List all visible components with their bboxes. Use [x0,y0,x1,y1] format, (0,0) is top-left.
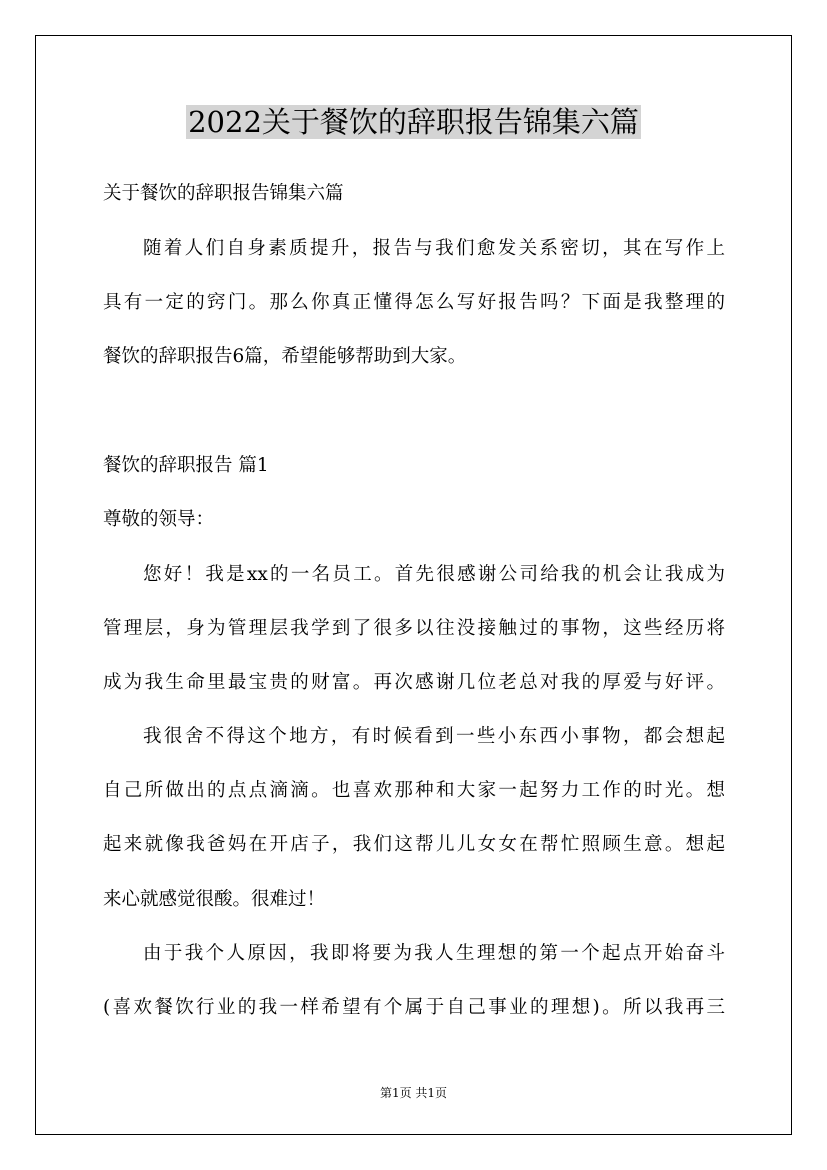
paragraph-line: 自己所做出的点点滴滴。也喜欢那种和大家一起努力工作的时光。想 [103,780,725,801]
intro-line: 具有一定的窍门。那么你真正懂得怎么写好报告吗？下面是我整理的 [103,292,725,313]
intro-line: 随着人们自身素质提升，报告与我们愈发关系密切，其在写作上 [143,238,725,259]
paragraph-line: 您好！我是xx的一名员工。首先很感谢公司给我的机会让我成为 [143,564,725,585]
page-footer: 第1页 共1页 [379,1086,448,1100]
paragraph-line: 来心就感觉很酸。很难过！ [103,889,326,910]
subtitle: 关于餐饮的辞职报告锦集六篇 [103,183,344,204]
intro-line: 餐饮的辞职报告6篇，希望能够帮助到大家。 [103,346,467,367]
paragraph-line: (喜欢餐饮行业的我一样希望有个属于自己事业的理想)。所以我再三 [103,997,725,1018]
salutation: 尊敬的领导： [103,509,215,530]
paragraph-line: 我很舍不得这个地方，有时候看到一些小东西小事物，都会想起 [143,726,725,747]
paragraph-line: 由于我个人原因，我即将要为我人生理想的第一个起点开始奋斗 [143,943,725,964]
paragraph-line: 成为我生命里最宝贵的财富。再次感谢几位老总对我的厚爱与好评。 [103,672,725,693]
document-title: 2022关于餐饮的辞职报告锦集六篇 [188,105,639,139]
section-heading: 餐饮的辞职报告 篇1 [103,455,269,476]
paragraph-line: 管理层，身为管理层我学到了很多以往没接触过的事物，这些经历将 [103,618,725,639]
paragraph-line: 起来就像我爸妈在开店子，我们这帮儿儿女女在帮忙照顾生意。想起 [103,834,725,855]
